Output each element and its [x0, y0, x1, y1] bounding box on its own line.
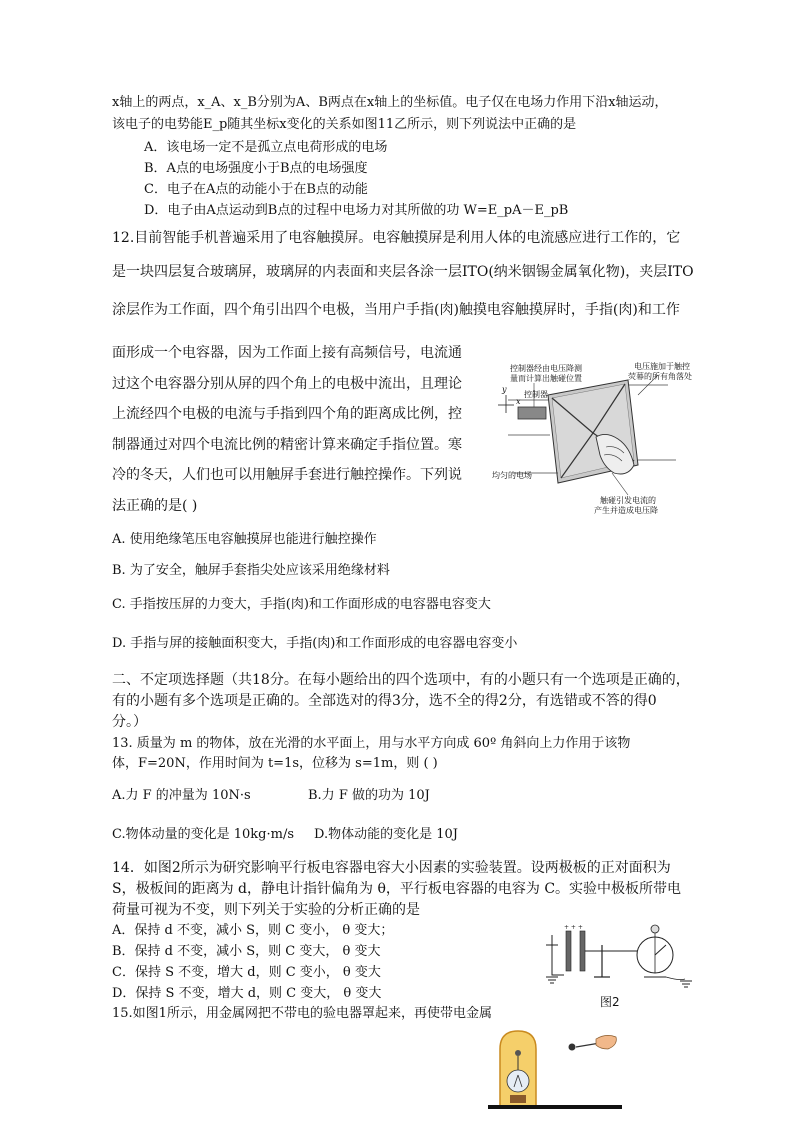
q13-option-c: C.物体动量的变化是 10kg·m/s	[112, 827, 295, 842]
q12-line2: 是一块四层复合玻璃屏，玻璃屏的内表面和夹层各涂一层ITO(纳米铟锡金属氧化物)，夹层ITO	[112, 264, 694, 280]
q14-option-c: C．保持 S 不变，增大 d，则 C 变小， θ 变大	[112, 965, 381, 980]
fig-axis-x: x	[516, 397, 521, 406]
q11-intro-line2: 该电子的电势能E_p随其坐标x变化的关系如图11乙所示，则下列说法中正确的是	[112, 117, 577, 132]
q11-option-a: A．该电场一定不是孤立点电荷形成的电场	[144, 140, 388, 155]
q14-option-a: A．保持 d 不变，减小 S，则 C 变小， θ 变大；	[112, 923, 394, 938]
q12-option-a: A. 使用绝缘笔压电容触摸屏也能进行触控操作	[112, 532, 377, 547]
fig-label-touch1: 触碰引发电流的	[600, 496, 656, 505]
q12-option-c: C. 手指按压屏的力变大，手指(肉)和工作面形成的电容器电容变大	[112, 597, 491, 612]
capacitor-diagram	[540, 915, 700, 1010]
q14-line1: 14．如图2所示为研究影响平行板电容器电容大小因素的实验装置。设两极板的正对面积为	[112, 860, 671, 876]
q13-line1: 13. 质量为 m 的物体，放在光滑的水平面上，用与水平方向成 60º 角斜向上力作用于该物	[112, 736, 631, 751]
q11-option-d: D．电子由A点运动到B点的过程中电场力对其所做的功 W=E_pA－E_pB	[144, 203, 569, 218]
fig-label-controller-top: 控制器经由电压降测	[510, 364, 582, 373]
q12-line9: 法正确的是( )	[112, 498, 198, 514]
q14-option-b: B．保持 d 不变，减小 S，则 C 变大， θ 变大	[112, 944, 381, 959]
fig-label-voltage2: 荧幕的所有角落处	[628, 372, 692, 381]
q12-line5: 过这个电容器分别从屏的四个角上的电极中流出，且理论	[112, 376, 462, 392]
q11-intro-line1: x轴上的两点，x_A、x_B分别为A、B两点在x轴上的坐标值。电子仅在电场力作用下沿x轴运动，	[112, 95, 668, 110]
q12-line3: 涂层作为工作面，四个角引出四个电极，当用户手指(肉)触摸电容触摸屏时，手指(肉)和工作	[112, 302, 680, 318]
q14-line3: 荷量可视为不变，则下列关于实验的分析正确的是	[112, 902, 420, 918]
q11-option-b: B．A点的电场强度小于B点的电场强度	[144, 161, 368, 176]
figure2-caption: 图2	[600, 995, 620, 1009]
section2-line1: 二、不定项选择题（共18分。在每小题给出的四个选项中，有的小题只有一个选项是正确的，	[112, 672, 690, 688]
fig-label-controller: 控制器	[524, 390, 548, 399]
q15-line1: 15.如图1所示，用金属网把不带电的验电器罩起来，再使带电金属	[112, 1006, 492, 1021]
q14-option-d: D．保持 S 不变，增大 d，则 C 变大， θ 变大	[112, 986, 382, 1001]
q13-option-a: A.力 F 的冲量为 10N·s	[112, 788, 251, 803]
q11-option-c: C．电子在A点的动能小于在B点的动能	[144, 182, 368, 197]
svg-text:+ + +: + + +	[564, 924, 583, 931]
q12-option-d: D. 手指与屏的接触面积变大，手指(肉)和工作面形成的电容器电容变小	[112, 636, 518, 651]
q12-option-b: B. 为了安全，触屏手套指尖处应该采用绝缘材料	[112, 563, 390, 578]
q12-line6: 上流经四个电极的电流与手指到四个角的距离成比例，控	[112, 406, 462, 422]
q14-line2: S，极板间的距离为 d，静电计指针偏角为 θ，平行板电容器的电容为 C。实验中极板所带电	[112, 881, 682, 897]
section2-line3: 分。）	[112, 714, 147, 730]
q12-line7: 制器通过对四个电流比例的精密计算来确定手指位置。寒	[112, 437, 462, 453]
fig-label-controller-mid: 量而计算出触碰位置	[510, 374, 582, 383]
electroscope-diagram	[488, 1025, 628, 1113]
section2-line2: 有的小题有多个选项是正确的。全部选对的得3分，选不全的得2分，有选错或不答的得0	[112, 693, 657, 709]
q12-line1: 12.目前智能手机普遍采用了电容触摸屏。电容触摸屏是利用人体的电流感应进行工作的，它	[112, 230, 681, 246]
fig-label-field: 均匀的电场	[492, 471, 532, 480]
touchscreen-diagram	[488, 355, 698, 520]
fig-label-voltage1: 电压施加于触控	[634, 362, 690, 371]
fig-axis-y: y	[502, 385, 507, 394]
q12-line8: 冷的冬天，人们也可以用触屏手套进行触控操作。下列说	[112, 467, 462, 483]
q13-line2: 体，F=20N，作用时间为 t=1s，位移为 s=1m，则 ( )	[112, 756, 438, 771]
q12-line4: 面形成一个电容器，因为工作面上接有高频信号，电流通	[112, 345, 462, 361]
fig-label-touch2: 产生并造成电压降	[594, 506, 658, 515]
q13-option-d: D.物体动能的变化是 10J	[314, 827, 458, 842]
q13-option-b: B.力 F 做的功为 10J	[308, 788, 430, 803]
